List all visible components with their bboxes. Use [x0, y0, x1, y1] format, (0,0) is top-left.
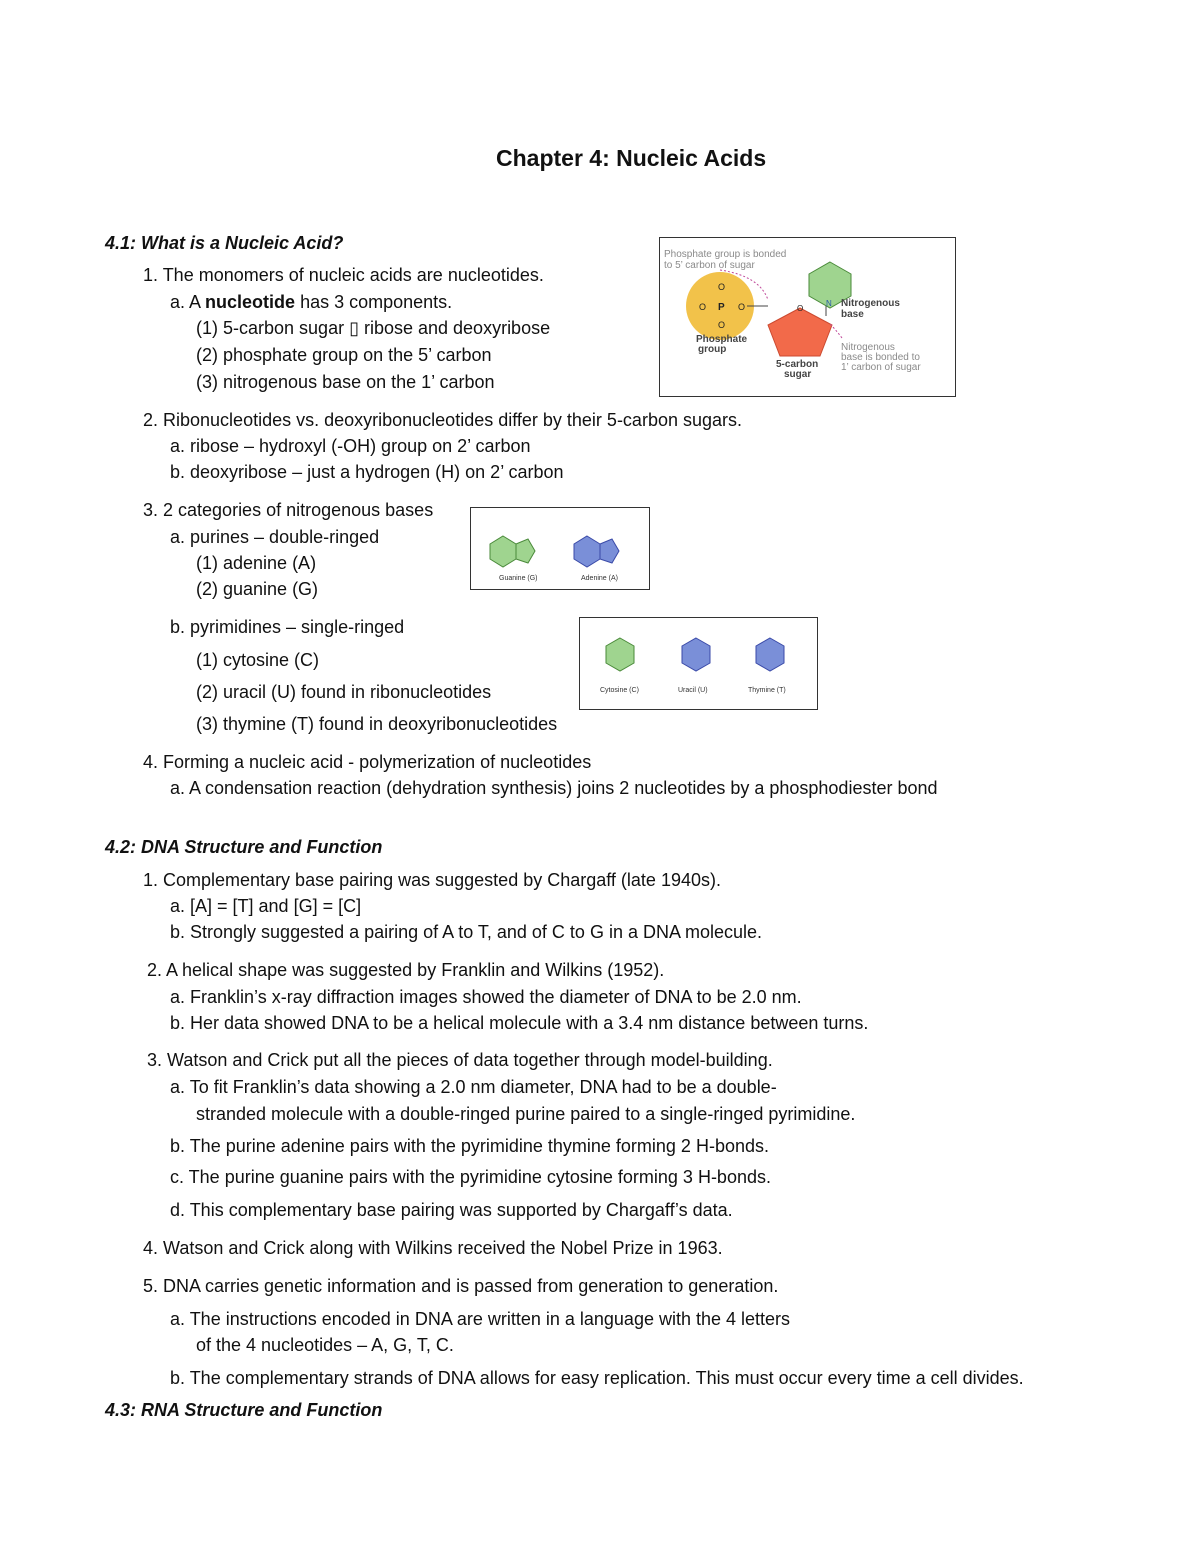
- list-item: a. Franklin’s x-ray diffraction images showed the diameter of DNA to be 2.0 nm.: [170, 987, 802, 1007]
- list-item: a. A nucleotide has 3 components.: [170, 292, 453, 312]
- list-item: (1) cytosine (C): [196, 650, 320, 670]
- phosphate-bond-label-line1: Phosphate group is bonded: [664, 249, 787, 260]
- phosphate-oxygen-left: O: [699, 302, 707, 312]
- phosphate-label-line1: Phosphate: [696, 334, 748, 345]
- page-title: Chapter 4: Nucleic Acids: [496, 145, 767, 171]
- list-item: a. purines – double-ringed: [170, 527, 380, 547]
- cytosine-ring: [606, 638, 634, 671]
- sugar-label-line2: sugar: [784, 369, 812, 380]
- list-item: (1) 5-carbon sugar ▯ ribose and deoxyribose: [196, 318, 551, 338]
- list-item: 2. A helical shape was suggested by Franklin and Wilkins (1952).: [147, 960, 665, 980]
- base-bond-label-line1: Nitrogenous: [841, 342, 895, 353]
- list-item: a. [A] = [T] and [G] = [C]: [170, 896, 362, 916]
- list-item: b. The complementary strands of DNA allows for easy replication. This must occur every time a cell divides.: [170, 1368, 1024, 1388]
- purines-diagram-svg: [471, 508, 649, 589]
- base-bond-label-line3: 1’ carbon of sugar: [841, 362, 921, 373]
- list-item: b. Strongly suggested a pairing of A to T, and of C to G in a DNA molecule.: [170, 922, 763, 942]
- list-item: b. Her data showed DNA to be a helical molecule with a 3.4 nm distance between turns.: [170, 1013, 869, 1033]
- adenine-label: Adenine (A): [581, 575, 618, 582]
- list-item: b. deoxyribose – just a hydrogen (H) on 2’ carbon: [170, 462, 564, 482]
- list-item: of the 4 nucleotides – A, G, T, C.: [196, 1335, 454, 1355]
- list-item: a. To fit Franklin’s data showing a 2.0 nm diameter, DNA had to be a double-: [170, 1077, 777, 1097]
- adenine-six-ring: [574, 536, 600, 567]
- thymine-label: Thymine (T): [748, 687, 786, 694]
- phosphate-oxygen-top: O: [718, 282, 726, 292]
- pyrimidines-diagram-svg: [580, 618, 817, 709]
- section-heading-4-1: 4.1: What is a Nucleic Acid?: [105, 233, 344, 253]
- sugar-label-line1: 5-carbon: [776, 359, 819, 370]
- guanine-label: Guanine (G): [499, 575, 538, 582]
- list-item: b. pyrimidines – single-ringed: [170, 617, 405, 637]
- pyrimidines-diagram: [579, 617, 818, 710]
- list-item: a. A condensation reaction (dehydration synthesis) joins 2 nucleotides by a phosphodiester bond: [170, 778, 938, 798]
- list-item: 2. Ribonucleotides vs. deoxyribonucleotides differ by their 5-carbon sugars.: [143, 410, 743, 430]
- phosphate-oxygen-bottom: O: [718, 320, 726, 330]
- list-item: d. This complementary base pairing was supported by Chargaff’s data.: [170, 1200, 733, 1220]
- base-label-line1: Nitrogenous: [841, 298, 900, 309]
- guanine-five-ring: [516, 539, 535, 563]
- list-item: 3. Watson and Crick put all the pieces of data together through model-building.: [147, 1050, 773, 1070]
- phosphate-oxygen-right: O: [738, 302, 746, 312]
- list-item: (3) nitrogenous base on the 1’ carbon: [196, 372, 495, 392]
- list-item: 3. 2 categories of nitrogenous bases: [143, 500, 434, 520]
- cytosine-label: Cytosine (C): [600, 687, 639, 694]
- list-item: stranded molecule with a double-ringed purine paired to a single-ringed pyrimidine.: [196, 1104, 856, 1124]
- purines-diagram: [470, 507, 650, 590]
- nucleotide-diagram-svg: [660, 238, 955, 396]
- list-item: (3) thymine (T) found in deoxyribonucleotides: [196, 714, 558, 734]
- list-item: (2) guanine (G): [196, 579, 319, 599]
- list-item: (1) adenine (A): [196, 553, 317, 573]
- list-item: 1. Complementary base pairing was suggested by Chargaff (late 1940s).: [143, 870, 721, 890]
- sugar-ring-oxygen: O: [797, 304, 804, 313]
- phosphate-atom: P: [718, 302, 725, 313]
- list-item: b. The purine adenine pairs with the pyrimidine thymine forming 2 H-bonds.: [170, 1136, 769, 1156]
- guanine-six-ring: [490, 536, 516, 567]
- list-item: 5. DNA carries genetic information and is passed from generation to generation.: [143, 1276, 779, 1296]
- base-label-line2: base: [841, 309, 864, 320]
- list-item: a. The instructions encoded in DNA are written in a language with the 4 letters: [170, 1309, 791, 1329]
- list-item: 1. The monomers of nucleic acids are nucleotides.: [143, 265, 544, 285]
- list-item: 4. Watson and Crick along with Wilkins received the Nobel Prize in 1963.: [143, 1238, 723, 1258]
- list-item: 4. Forming a nucleic acid - polymerization of nucleotides: [143, 752, 592, 772]
- base-nitrogen: N: [826, 299, 832, 308]
- thymine-ring: [756, 638, 784, 671]
- base-bond-label-line2: base is bonded to: [841, 352, 920, 363]
- phosphate-bond-label-line2: to 5’ carbon of sugar: [664, 260, 755, 271]
- section-heading-4-2: 4.2: DNA Structure and Function: [105, 837, 383, 857]
- list-item: c. The purine guanine pairs with the pyrimidine cytosine forming 3 H-bonds.: [170, 1167, 771, 1187]
- section-heading-4-3: 4.3: RNA Structure and Function: [105, 1400, 383, 1420]
- uracil-ring: [682, 638, 710, 671]
- list-item: (2) uracil (U) found in ribonucleotides: [196, 682, 492, 702]
- list-item: a. ribose – hydroxyl (-OH) group on 2’ carbon: [170, 436, 531, 456]
- sugar-pentagon: [768, 308, 832, 356]
- adenine-five-ring: [600, 539, 619, 563]
- nucleotide-diagram: [659, 237, 956, 397]
- phosphate-label-line2: group: [698, 344, 727, 355]
- uracil-label: Uracil (U): [678, 687, 708, 694]
- list-item: (2) phosphate group on the 5’ carbon: [196, 345, 492, 365]
